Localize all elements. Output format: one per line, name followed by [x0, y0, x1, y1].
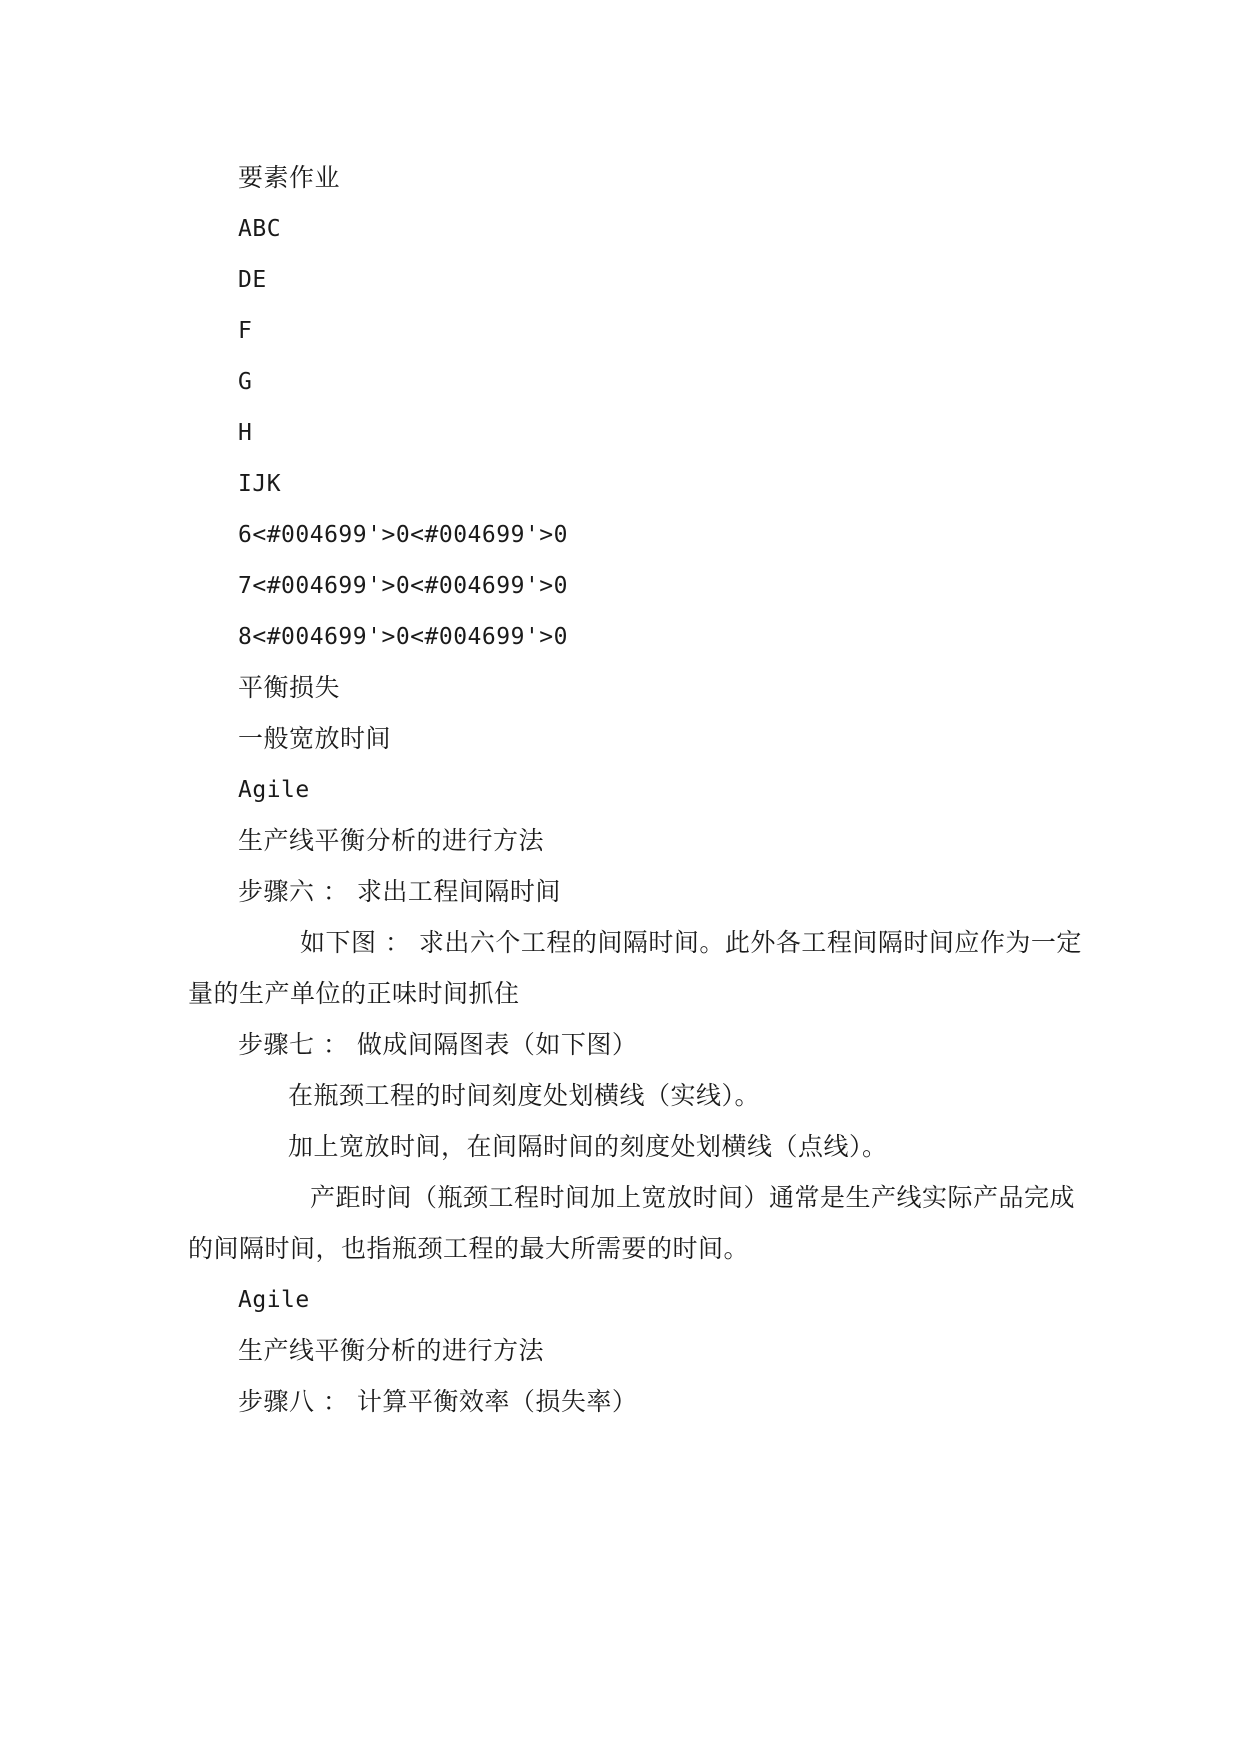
paragraph-line: 在瓶颈工程的时间刻度处划横线（实线）。	[288, 1081, 761, 1110]
text-line: H	[238, 420, 253, 446]
paragraph-line: 的间隔时间，也指瓶颈工程的最大所需要的时间。	[188, 1234, 750, 1263]
text-line: 8<#004699'>0<#004699'>0	[238, 624, 568, 650]
text-line: ABC	[238, 216, 282, 242]
text-line: 7<#004699'>0<#004699'>0	[238, 573, 568, 599]
text-line: 6<#004699'>0<#004699'>0	[238, 522, 568, 548]
paragraph-line: 产距时间（瓶颈工程时间加上宽放时间）通常是生产线实际产品完成	[310, 1183, 1076, 1212]
text-line: G	[238, 369, 253, 395]
paragraph-line: 如下图 ： 求出六个工程的间隔时间。此外各工程间隔时间应作为一定	[300, 928, 1082, 957]
section-heading: 生产线平衡分析的进行方法	[238, 1336, 545, 1365]
text-line: DE	[238, 267, 267, 293]
text-line: F	[238, 318, 253, 344]
paragraph-line: 量的生产单位的正味时间抓住	[188, 979, 520, 1008]
text-line: Agile	[238, 777, 310, 803]
paragraph-line: 加上宽放时间，在间隔时间的刻度处划横线（点线）。	[288, 1132, 888, 1161]
section-heading: 生产线平衡分析的进行方法	[238, 826, 545, 855]
text-line: Agile	[238, 1287, 310, 1313]
text-line: IJK	[238, 471, 282, 497]
text-line: 一般宽放时间	[238, 724, 392, 753]
step-heading: 步骤七 ： 做成间隔图表（如下图）	[238, 1030, 638, 1059]
step-heading: 步骤六 ： 求出工程间隔时间	[238, 877, 561, 906]
step-heading: 步骤八 ： 计算平衡效率（损失率）	[238, 1387, 638, 1416]
text-line: 平衡损失	[238, 673, 341, 702]
text-line: 要素作业	[238, 163, 341, 192]
